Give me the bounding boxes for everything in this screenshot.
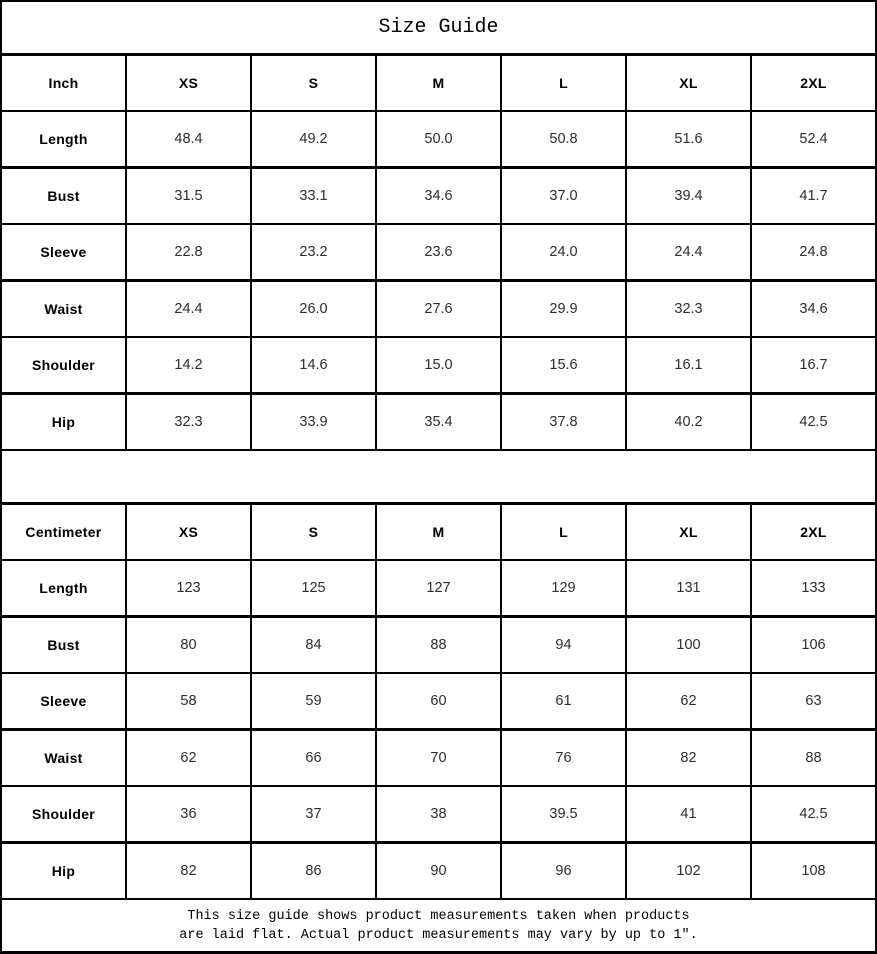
measurement-value-cell: 60 — [377, 674, 500, 728]
size-header-cell: XS — [127, 505, 250, 559]
measurement-value-cell: 39.4 — [627, 169, 750, 223]
measurement-value-cell: 62 — [627, 674, 750, 728]
measurement-value-cell: 66 — [252, 731, 375, 785]
measurement-value-cell: 82 — [627, 731, 750, 785]
measurement-value-cell: 41.7 — [752, 169, 875, 223]
size-header-cell: M — [377, 505, 500, 559]
size-header-cell: 2XL — [752, 56, 875, 110]
measurement-value-cell: 88 — [377, 618, 500, 672]
measurement-value-cell: 90 — [377, 844, 500, 898]
row-label-cell: Length — [2, 112, 125, 166]
row-label-cell: Hip — [2, 395, 125, 449]
measurement-value-cell: 50.8 — [502, 112, 625, 166]
measurement-value-cell: 32.3 — [127, 395, 250, 449]
unit-header-cell: Inch — [2, 56, 125, 110]
measurement-value-cell: 14.2 — [127, 338, 250, 392]
measurement-value-cell: 26.0 — [252, 282, 375, 336]
measurement-value-cell: 34.6 — [377, 169, 500, 223]
measurement-value-cell: 76 — [502, 731, 625, 785]
measurement-value-cell: 24.4 — [627, 225, 750, 279]
measurement-value-cell: 102 — [627, 844, 750, 898]
row-label-cell: Shoulder — [2, 787, 125, 841]
measurement-value-cell: 16.1 — [627, 338, 750, 392]
measurement-value-cell: 31.5 — [127, 169, 250, 223]
measurement-value-cell: 33.9 — [252, 395, 375, 449]
row-label-cell: Bust — [2, 618, 125, 672]
measurement-value-cell: 32.3 — [627, 282, 750, 336]
measurement-value-cell: 82 — [127, 844, 250, 898]
measurement-value-cell: 23.2 — [252, 225, 375, 279]
row-label-cell: Shoulder — [2, 338, 125, 392]
footer-line-1: This size guide shows product measurements taken when products — [187, 908, 690, 924]
measurement-value-cell: 29.9 — [502, 282, 625, 336]
measurement-value-cell: 108 — [752, 844, 875, 898]
measurement-value-cell: 52.4 — [752, 112, 875, 166]
table-spacer — [2, 451, 875, 502]
footer-note — [2, 900, 875, 951]
row-label-cell: Hip — [2, 844, 125, 898]
row-label-cell: Sleeve — [2, 674, 125, 728]
measurement-value-cell: 27.6 — [377, 282, 500, 336]
measurement-value-cell: 37.8 — [502, 395, 625, 449]
measurement-value-cell: 59 — [252, 674, 375, 728]
measurement-value-cell: 16.7 — [752, 338, 875, 392]
measurement-value-cell: 62 — [127, 731, 250, 785]
measurement-value-cell: 39.5 — [502, 787, 625, 841]
measurement-value-cell: 61 — [502, 674, 625, 728]
measurement-value-cell: 24.4 — [127, 282, 250, 336]
measurement-value-cell: 37.0 — [502, 169, 625, 223]
row-label-cell: Waist — [2, 731, 125, 785]
measurement-value-cell: 14.6 — [252, 338, 375, 392]
measurement-value-cell: 86 — [252, 844, 375, 898]
measurement-value-cell: 127 — [377, 561, 500, 615]
measurement-value-cell: 49.2 — [252, 112, 375, 166]
measurement-value-cell: 100 — [627, 618, 750, 672]
measurement-value-cell: 15.6 — [502, 338, 625, 392]
row-label-cell: Waist — [2, 282, 125, 336]
size-header-cell: L — [502, 505, 625, 559]
measurement-value-cell: 106 — [752, 618, 875, 672]
size-header-cell: M — [377, 56, 500, 110]
measurement-value-cell: 88 — [752, 731, 875, 785]
measurement-value-cell: 48.4 — [127, 112, 250, 166]
measurement-value-cell: 51.6 — [627, 112, 750, 166]
measurement-value-cell: 34.6 — [752, 282, 875, 336]
page-title: Size Guide — [2, 2, 875, 53]
measurement-value-cell: 38 — [377, 787, 500, 841]
measurement-value-cell: 24.8 — [752, 225, 875, 279]
measurement-value-cell: 22.8 — [127, 225, 250, 279]
size-header-cell: L — [502, 56, 625, 110]
measurement-value-cell: 37 — [252, 787, 375, 841]
measurement-value-cell: 125 — [252, 561, 375, 615]
unit-header-cell: Centimeter — [2, 505, 125, 559]
measurement-value-cell: 36 — [127, 787, 250, 841]
row-label-cell: Bust — [2, 169, 125, 223]
measurement-value-cell: 63 — [752, 674, 875, 728]
measurement-value-cell: 94 — [502, 618, 625, 672]
measurement-value-cell: 33.1 — [252, 169, 375, 223]
measurement-value-cell: 50.0 — [377, 112, 500, 166]
measurement-value-cell: 129 — [502, 561, 625, 615]
measurement-value-cell: 58 — [127, 674, 250, 728]
measurement-value-cell: 40.2 — [627, 395, 750, 449]
measurement-value-cell: 133 — [752, 561, 875, 615]
measurement-value-cell: 80 — [127, 618, 250, 672]
size-header-cell: 2XL — [752, 505, 875, 559]
size-header-cell: XS — [127, 56, 250, 110]
size-header-cell: XL — [627, 505, 750, 559]
row-label-cell: Sleeve — [2, 225, 125, 279]
measurement-value-cell: 42.5 — [752, 787, 875, 841]
measurement-value-cell: 41 — [627, 787, 750, 841]
measurement-value-cell: 24.0 — [502, 225, 625, 279]
measurement-value-cell: 70 — [377, 731, 500, 785]
measurement-value-cell: 131 — [627, 561, 750, 615]
size-header-cell: S — [252, 56, 375, 110]
measurement-value-cell: 23.6 — [377, 225, 500, 279]
row-label-cell: Length — [2, 561, 125, 615]
measurement-value-cell: 96 — [502, 844, 625, 898]
size-header-cell: XL — [627, 56, 750, 110]
measurement-value-cell: 123 — [127, 561, 250, 615]
footer-line-2: are laid flat. Actual product measurements may vary by up to 1″. — [179, 927, 698, 943]
measurement-value-cell: 42.5 — [752, 395, 875, 449]
measurement-value-cell: 84 — [252, 618, 375, 672]
measurement-value-cell: 35.4 — [377, 395, 500, 449]
measurement-value-cell: 15.0 — [377, 338, 500, 392]
size-header-cell: S — [252, 505, 375, 559]
